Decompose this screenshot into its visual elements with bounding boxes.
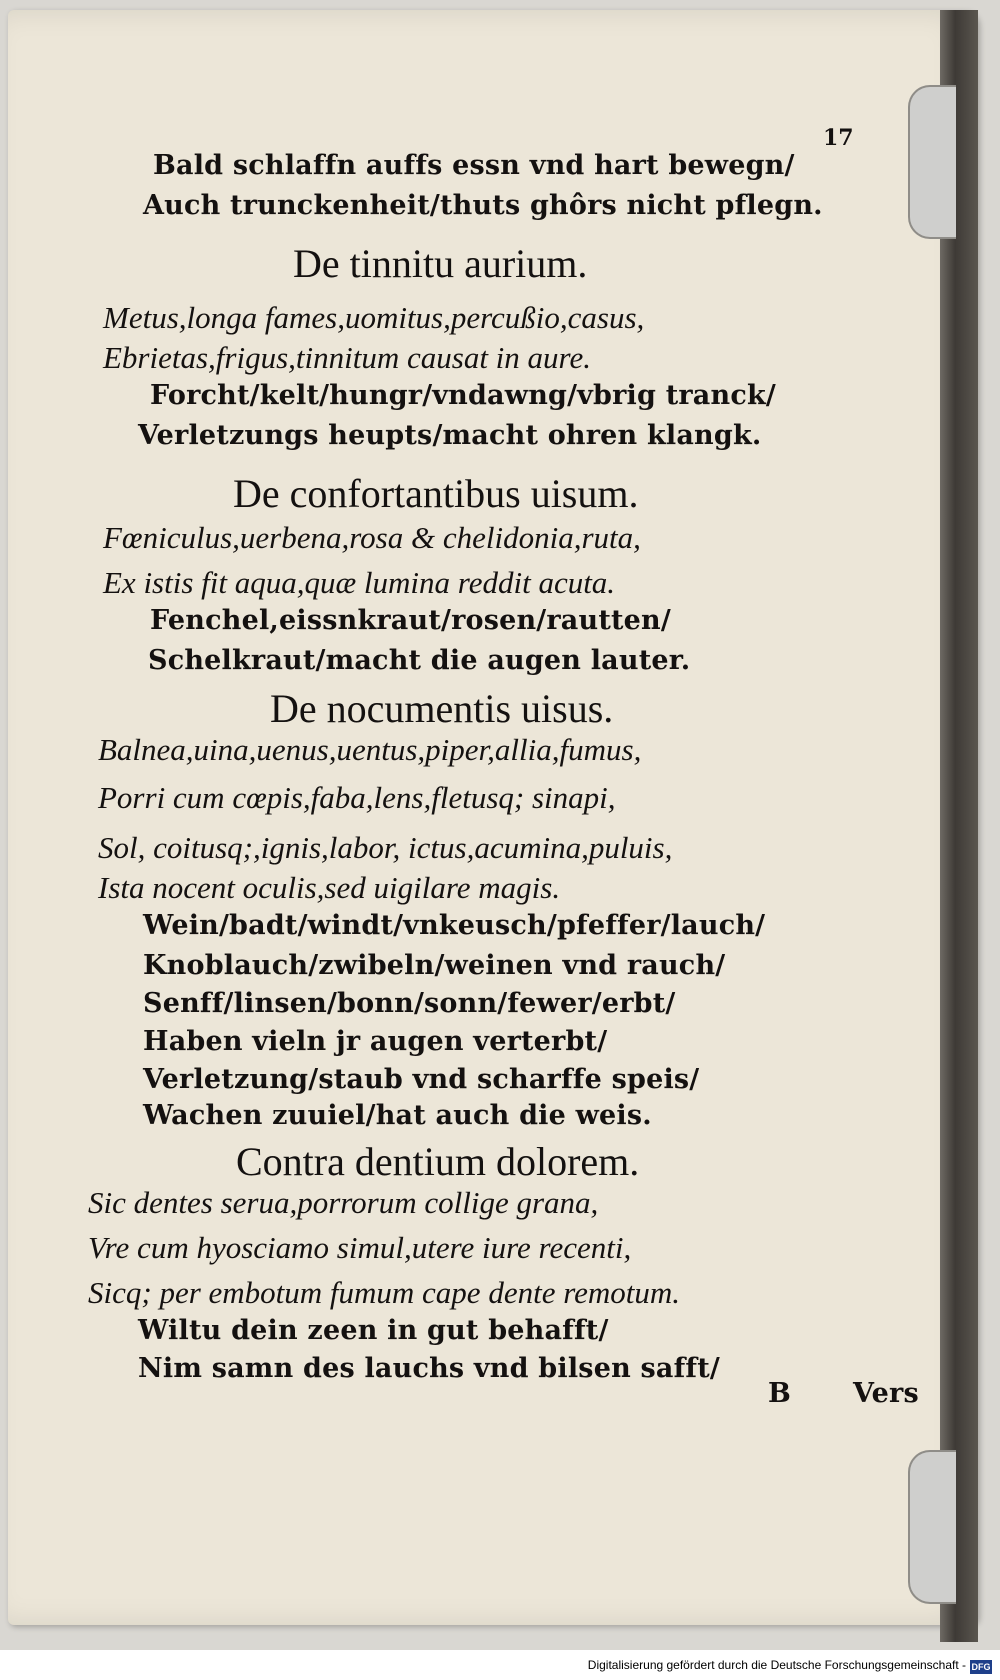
section-heading: De tinnitu aurium. (293, 241, 588, 286)
dfg-logo: DFG (971, 1662, 991, 1672)
german-verse-line: Wachen zuuiel/hat auch die weis. (143, 1100, 652, 1131)
german-verse-line: Forcht/kelt/hungr/vndawng/vbrig tranck/ (150, 380, 776, 411)
latin-verse-line: Metus,longa fames,uomitus,percußio,casus, (103, 300, 645, 335)
german-verse-line: Senff/linsen/bonn/sonn/fewer/erbt/ (143, 988, 676, 1019)
german-verse-line: Wein/badt/windt/vnkeusch/pfeffer/lauch/ (143, 910, 766, 941)
latin-verse-line: Porri cum cœpis,faba,lens,fletusq; sinapi, (98, 780, 616, 815)
page-clip-top (908, 85, 956, 239)
section-heading: De confortantibus uisum. (233, 471, 639, 516)
folio-number: 17 (823, 125, 854, 151)
german-verse-line: Verletzungs heupts/macht ohren klangk. (138, 420, 762, 451)
section-heading: Contra dentium dolorem. (236, 1139, 640, 1184)
latin-verse-line: Sol, coitusq;,ignis,labor, ictus,acumina,puluis, (98, 830, 673, 865)
latin-verse-line: Sic dentes serua,porrorum collige grana, (88, 1185, 599, 1220)
german-verse-line: Fenchel,eissnkraut/rosen/rautten/ (150, 605, 671, 636)
signature-mark: B (768, 1378, 792, 1409)
book-page (8, 10, 978, 1625)
digitization-footer (0, 1650, 1000, 1680)
latin-verse-line: Ex istis fit aqua,quæ lumina reddit acuta. (103, 565, 616, 600)
section-heading: De nocumentis uisus. (270, 686, 614, 731)
footer-credit: Digitalisierung gefördert durch die Deutsche Forschungsgemeinschaft - (587, 1658, 966, 1672)
german-verse-line: Haben vieln jr augen verterbt/ (143, 1026, 608, 1057)
latin-verse-line: Ista nocent oculis,sed uigilare magis. (98, 870, 561, 905)
german-verse-line: Bald schlaffn auffs essn vnd hart bewegn/ (153, 150, 795, 181)
german-verse-line: Auch trunckenheit/thuts ghôrs nicht pflegn. (143, 190, 823, 221)
german-verse-line: Schelkraut/macht die augen lauter. (148, 645, 691, 676)
latin-verse-line: Balnea,uina,uenus,uentus,piper,allia,fumus, (98, 732, 642, 767)
german-verse-line: Verletzung/staub vnd scharffe speis/ (143, 1064, 700, 1095)
german-verse-line: Wiltu dein zeen in gut behafft/ (138, 1315, 609, 1346)
latin-verse-line: Vre cum hyosciamo simul,utere iure recenti, (88, 1230, 632, 1265)
latin-verse-line: Ebrietas,frigus,tinnitum causat in aure. (103, 340, 591, 375)
latin-verse-line: Sicq; per embotum fumum cape dente remotum. (88, 1275, 681, 1310)
book-spine (940, 10, 978, 1642)
page-clip-bottom (908, 1450, 956, 1604)
german-verse-line: Knoblauch/zwibeln/weinen vnd rauch/ (143, 950, 726, 981)
catchword: Vers (853, 1378, 919, 1409)
german-verse-line: Nim samn des lauchs vnd bilsen safft/ (138, 1353, 720, 1384)
latin-verse-line: Fœniculus,uerbena,rosa & chelidonia,ruta, (103, 520, 641, 555)
